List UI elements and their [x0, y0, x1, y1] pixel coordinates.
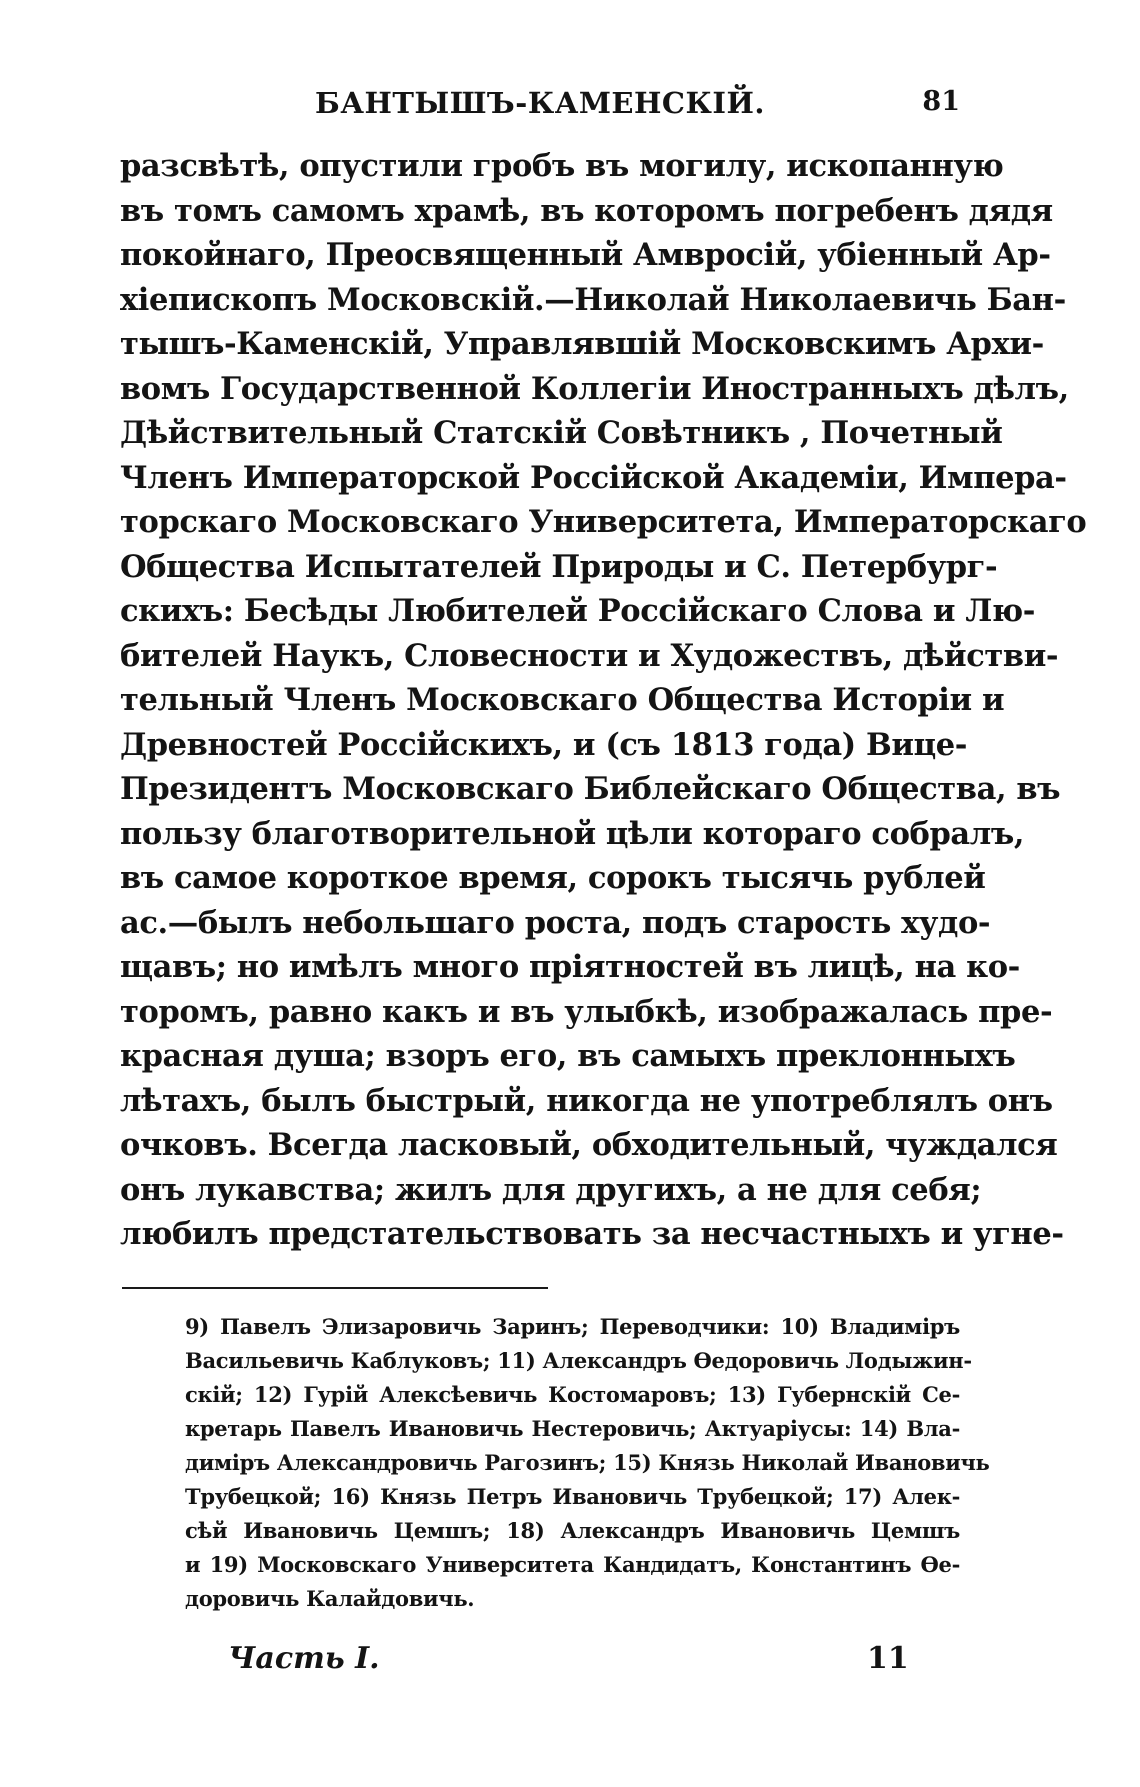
signature-mark: 11 [867, 1641, 909, 1676]
text-line: щавъ; но имѣлъ много пріятностей въ лицѣ, на ко- [120, 949, 1020, 985]
footnote-line: скій; 12) Гурій Алексѣевичь Костомаровъ; 13) Губернскій Се- [185, 1382, 960, 1407]
footnote-line: доровичь Калайдовичь. [185, 1586, 475, 1611]
text-line: лѣтахъ, былъ быстрый, никогда не употреблялъ онъ [120, 1082, 1053, 1119]
footnote-line: диміръ Александровичь Рагозинъ; 15) Князь Николай Ивановичь [185, 1450, 990, 1475]
text-line: торскаго Московскаго Университета, Императорскаго [120, 504, 1087, 540]
footnote-line: кретарь Павелъ Ивановичь Нестеровичь; Актуаріусы: 14) Вла- [185, 1416, 960, 1441]
text-line: пользу благотворительной цѣли котораго собралъ, [120, 815, 1025, 852]
part-label: Часть I. [228, 1641, 380, 1676]
text-line: скихъ: Бесѣды Любителей Россійскаго Слова и Лю- [120, 593, 1036, 629]
text-line: покойнаго, Преосвященный Амвросій, убіенный Ар- [120, 237, 1051, 273]
text-line: Членъ Императорской Россійской Академіи, Импера- [120, 459, 1067, 496]
text-line: онъ лукавства; жилъ для другихъ, а не для себя; [120, 1171, 982, 1208]
text-line: очковъ. Всегда ласковый, обходительный, чуждался [120, 1127, 1058, 1163]
text-line: хіепископъ Московскій.—Николай Николаевичь Бан- [120, 281, 1066, 318]
page-header [120, 86, 960, 126]
footnote-line: сѣй Ивановичь Цемшъ; 18) Александръ Ивановичь Цемшъ [185, 1518, 960, 1543]
page-number: 81 [922, 86, 960, 117]
text-line: Древностей Россійскихъ, и (съ 1813 года) Вице- [120, 726, 968, 763]
text-line: вомъ Государственной Коллегіи Иностранныхъ дѣлъ, [120, 370, 1069, 407]
text-line: торомъ, равно какъ и въ улыбкѣ, изображалась пре- [120, 993, 1053, 1030]
footnotes [185, 1310, 990, 1616]
text-line: Президентъ Московскаго Библейскаго Общества, въ [120, 771, 1061, 807]
text-line: красная душа; взоръ его, въ самыхъ преклонныхъ [120, 1038, 1016, 1074]
text-line: въ томъ самомъ храмѣ, въ которомъ погребенъ дядя [120, 192, 1053, 229]
text-line: тышъ-Каменскій, Управлявшій Московскимъ Архи- [120, 326, 1044, 362]
text-line: ас.—былъ небольшаго роста, подъ старость худо- [120, 904, 991, 941]
text-line: разсвѣтѣ, опустили гробъ въ могилу, ископанную [120, 148, 1004, 184]
text-line: въ самое короткое время, сорокъ тысячь рублей [120, 860, 986, 896]
main-text [120, 144, 1087, 1257]
footnote-line: Трубецкой; 16) Князь Петръ Ивановичь Трубецкой; 17) Алек- [185, 1484, 960, 1509]
text-line: Общества Испытателей Природы и С. Петербург- [120, 548, 998, 585]
text-line: тельный Членъ Московскаго Общества Исторіи и [120, 682, 1005, 718]
footnote-line: Васильевичь Каблуковъ; 11) Александръ Ѳедоровичь Лодыжин- [185, 1348, 972, 1373]
running-title: БАНТЫШЪ-КАМЕНСКІЙ. [315, 86, 765, 120]
footnote-line: и 19) Московскаго Университета Кандидатъ, Константинъ Ѳе- [185, 1552, 960, 1577]
footnote-separator [122, 1287, 548, 1289]
text-line: любилъ предстательствовать за несчастныхъ и угне- [120, 1216, 1064, 1252]
footnote-line: 9) Павелъ Элизаровичь Заринъ; Переводчики: 10) Владиміръ [185, 1314, 960, 1339]
text-line: бителей Наукъ, Словесности и Художествъ, дѣйстви- [120, 637, 1059, 674]
text-line: Дѣйствительный Статскій Совѣтникъ , Почетный [120, 415, 1003, 451]
